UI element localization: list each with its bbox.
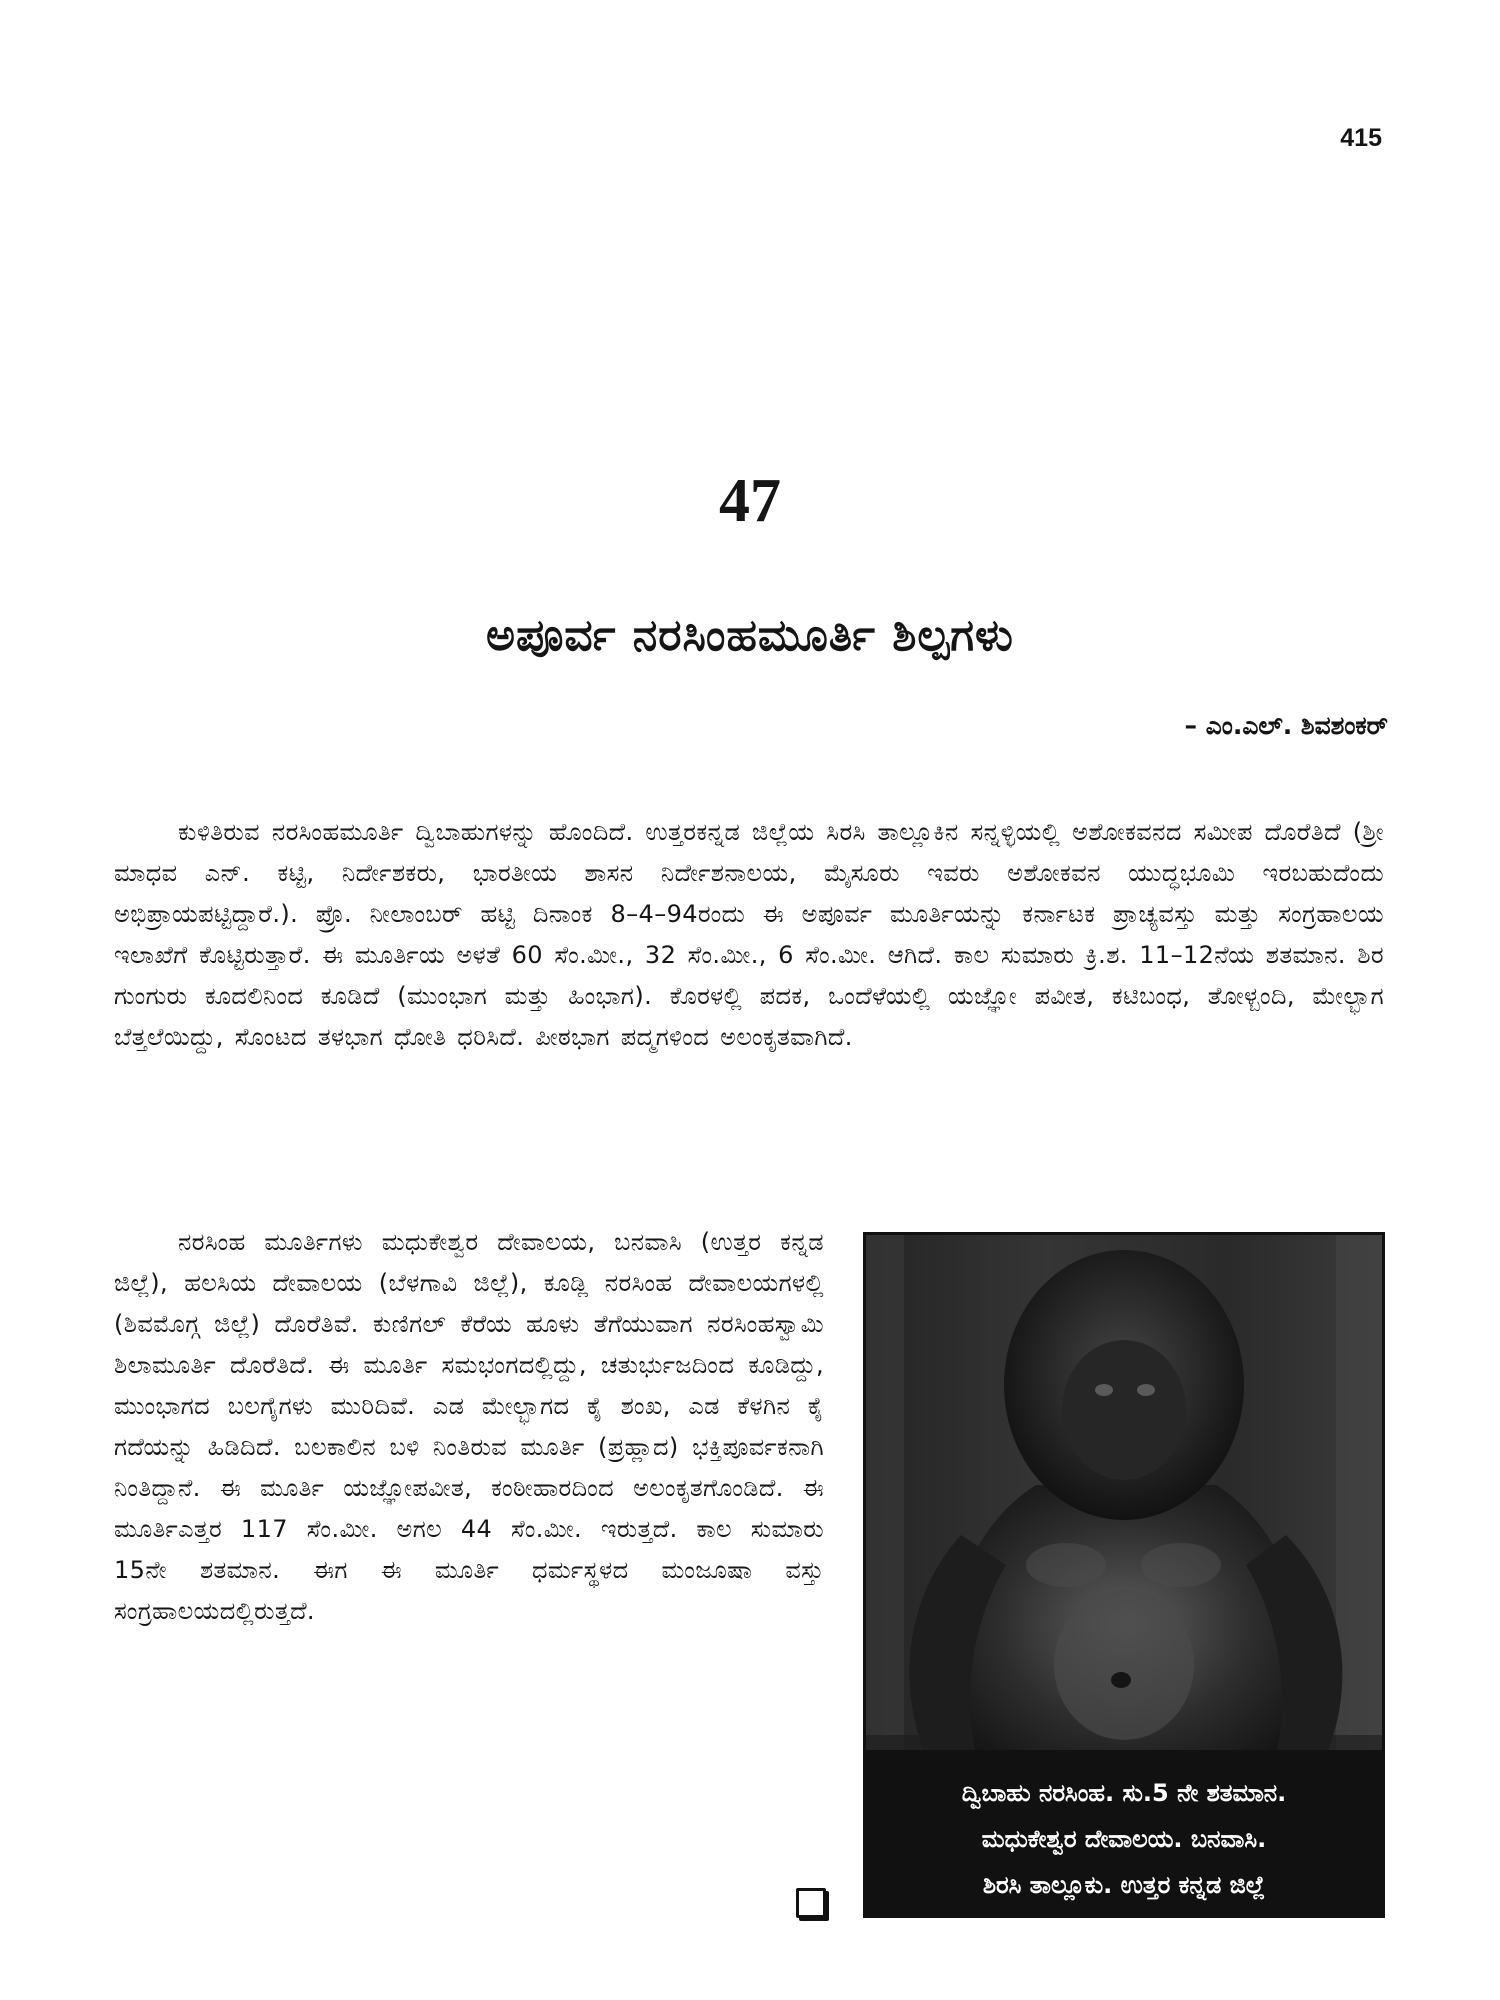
caption-line: ಶಿರಸಿ ತಾಲ್ಲೂಕು. ಉತ್ತರ ಕನ್ನಡ ಜಿಲ್ಲೆ [982, 1871, 1266, 1899]
author-byline: – ಎಂ.ಎಲ್. ಶಿವಶಂಕರ್ [1184, 711, 1388, 740]
page-number: 415 [1340, 124, 1382, 152]
figure-caption [866, 1750, 1382, 1915]
sculpture-figure [863, 1232, 1385, 1918]
caption-line: ಮಧುಕೇಶ್ವರ ದೇವಾಲಯ. ಬನವಾಸಿ. [981, 1825, 1267, 1853]
body-paragraph-2: ನರಸಿಂಹ ಮೂರ್ತಿಗಳು ಮಧುಕೇಶ್ವರ ದೇವಾಲಯ, ಬನವಾಸಿ (ಉತ್ತರ ಕನ್ನಡ ಜಿಲ್ಲೆ), ಹಲಸಿಯ ದೇವಾಲಯ (ಬೆಳಗಾವಿ ಜಿಲ್ಲೆ), ಕೂಡ್ಲಿ ನರಸಿಂಹ ದೇವಾಲಯಗಳಲ್ಲಿ (ಶಿವಮೊಗ್ಗ ಜಿಲ್ಲೆ) ದೊರೆತಿವೆ. ಕುಣಿಗಲ್ ಕೆರೆಯ ಹೂಳು ತೆಗೆಯುವಾಗ ನರಸಿಂಹಸ್ವಾಮಿ ಶಿಲಾಮೂರ್ತಿ ದೊರೆತಿದೆ. ಈ ಮೂರ್ತಿ ಸಮಭಂಗದಲ್ಲಿದ್ದು, ಚತುರ್ಭುಜದಿಂದ ಕೂಡಿದ್ದು, ಮುಂಭಾಗದ ಬಲಗೈಗಳು ಮುರಿದಿವೆ. ಎಡ ಮೇಲ್ಭಾಗದ ಕೈ ಶಂಖ, ಎಡ ಕೆಳಗಿನ ಕೈ ಗದೆಯನ್ನು ಹಿಡಿದಿದೆ. ಬಲಕಾಲಿನ ಬಳಿ ನಿಂತಿರುವ ಮೂರ್ತಿ (ಪ್ರಹ್ಲಾದ) ಭಕ್ತಿಪೂರ್ವಕನಾಗಿ ನಿಂತಿದ್ದಾನೆ. ಈ ಮೂರ್ತಿ ಯಜ್ಞೋಪವೀತ, ಕಂಠೀಹಾರದಿಂದ ಅಲಂಕೃತಗೊಂಡಿದೆ. ಈ ಮೂರ್ತಿಎತ್ತರ 117 ಸೆಂ.ಮೀ. ಅಗಲ 44 ಸೆಂ.ಮೀ. ಇರುತ್ತದೆ. ಕಾಲ ಸುಮಾರು 15ನೇ ಶತಮಾನ. ಈಗ ಈ ಮೂರ್ತಿ ಧರ್ಮಸ್ಥಳದ ಮಂಜೂಷಾ ವಸ್ತು ಸಂಗ್ರಹಾಲಯದಲ್ಲಿರುತ್ತದೆ. [114, 1228, 824, 1625]
caption-line: ದ್ವಿಬಾಹು ನರಸಿಂಹ. ಸು.5 ನೇ ಶತಮಾನ. [961, 1779, 1287, 1807]
chapter-number: 47 [719, 467, 781, 535]
article-title: ಅಪೂರ್ವ ನರಸಿಂಹಮೂರ್ತಿ ಶಿಲ್ಪಗಳು [486, 610, 1014, 661]
body-paragraph-1: ಕುಳಿತಿರುವ ನರಸಿಂಹಮೂರ್ತಿ ದ್ವಿಬಾಹುಗಳನ್ನು ಹೊಂದಿದೆ. ಉತ್ತರಕನ್ನಡ ಜಿಲ್ಲೆಯ ಸಿರಸಿ ತಾಲ್ಲೂಕಿನ ಸನ್ನಳ್ಳಿಯಲ್ಲಿ ಅಶೋಕವನದ ಸಮೀಪ ದೊರೆತಿದೆ (ಶ್ರೀ ಮಾಧವ ಎನ್. ಕಟ್ಟಿ, ನಿರ್ದೇಶಕರು, ಭಾರತೀಯ ಶಾಸನ ನಿರ್ದೇಶನಾಲಯ, ಮೈಸೂರು ಇವರು ಅಶೋಕವನ ಯುದ್ಧಭೂಮಿ ಇರಬಹುದೆಂದು ಅಭಿಪ್ರಾಯಪಟ್ಟಿದ್ದಾರೆ.). ಪ್ರೊ. ನೀಲಾಂಬರ್ ಹಟ್ಟಿ ದಿನಾಂಕ 8–4–94ರಂದು ಈ ಅಪೂರ್ವ ಮೂರ್ತಿಯನ್ನು ಕರ್ನಾಟಕ ಪ್ರಾಚ್ಯವಸ್ತು ಮತ್ತು ಸಂಗ್ರಹಾಲಯ ಇಲಾಖೆಗೆ ಕೊಟ್ಟಿರುತ್ತಾರೆ. ಈ ಮೂರ್ತಿಯ ಅಳತೆ 60 ಸೆಂ.ಮೀ., 32 ಸೆಂ.ಮೀ., 6 ಸೆಂ.ಮೀ. ಆಗಿದೆ. ಕಾಲ ಸುಮಾರು ಕ್ರಿ.ಶ. 11–12ನೆಯ ಶತಮಾನ. ಶಿರ ಗುಂಗುರು ಕೂದಲಿನಿಂದ ಕೂಡಿದೆ (ಮುಂಭಾಗ ಮತ್ತು ಹಿಂಭಾಗ). ಕೊರಳಲ್ಲಿ ಪದಕ, ಒಂದೆಳೆಯಲ್ಲಿ ಯಜ್ಞೋ ಪವೀತ, ಕಟಿಬಂಧ, ತೋಳ್ಬಂದಿ, ಮೇಲ್ಭಾಗ ಬೆತ್ತಲೆಯಿದ್ದು, ಸೊಂಟದ ತಳಭಾಗ ಧೋತಿ ಧರಿಸಿದೆ. ಪೀಠಭಾಗ ಪದ್ಮಗಳಿಂದ ಅಲಂಕೃತವಾಗಿದೆ. [114, 818, 1384, 1051]
end-mark-icon [796, 1888, 826, 1918]
